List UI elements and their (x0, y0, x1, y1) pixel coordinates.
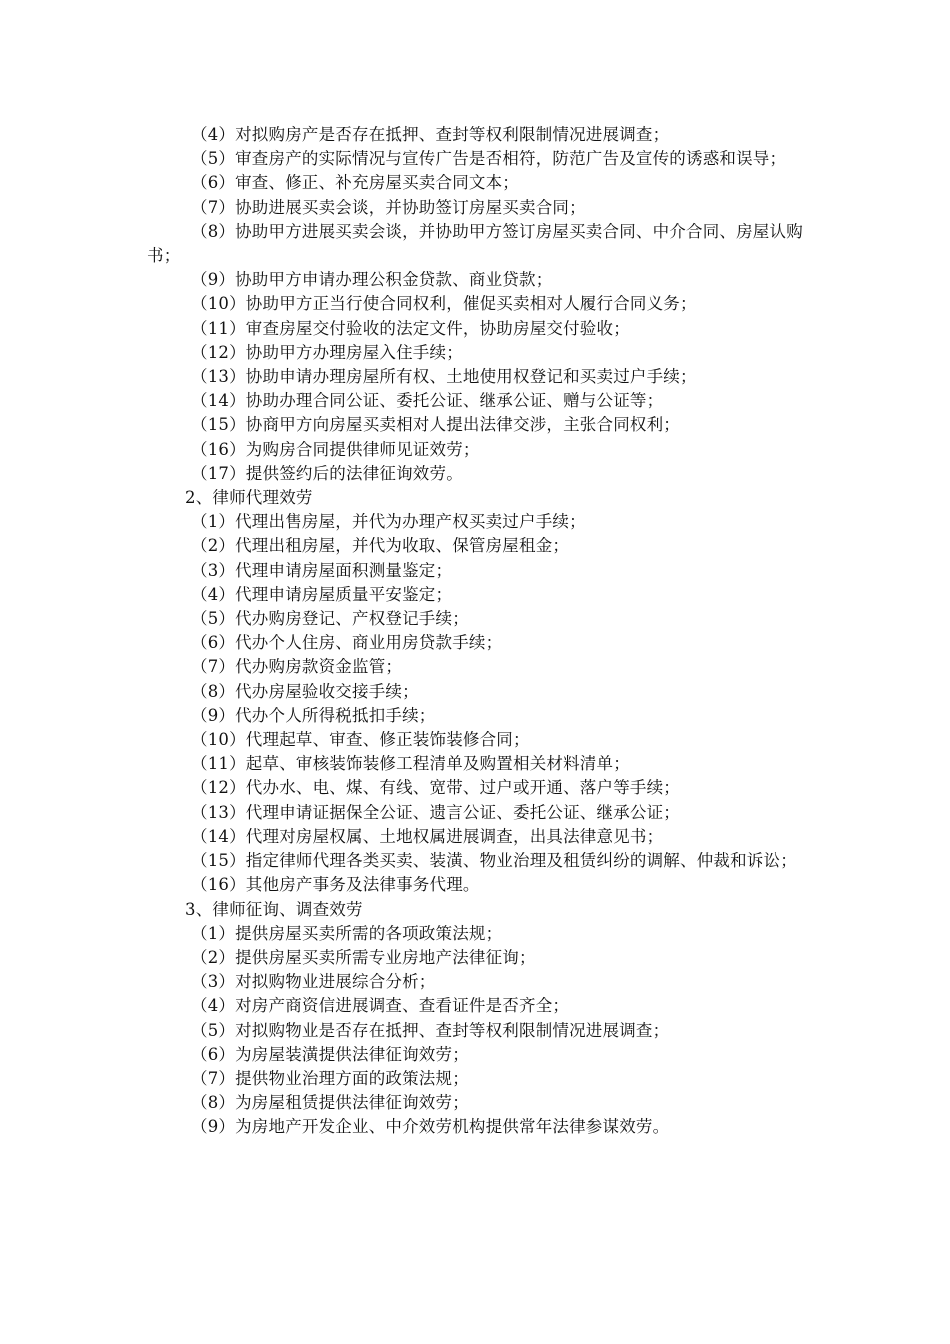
list-item: （4）代理申请房屋质量平安鉴定； (191, 584, 453, 604)
list-item: （6）审查、修正、补充房屋买卖合同文本； (191, 173, 519, 193)
list-item: （11）审查房屋交付验收的法定文件，协助房屋交付验收； (191, 318, 630, 338)
section-heading: 2、律师代理效劳 (185, 488, 313, 508)
list-item: （4）对房产商资信进展调查、查看证件是否齐全； (191, 996, 570, 1016)
list-item: （4）对拟购房产是否存在抵押、查封等权利限制情况进展调查； (191, 125, 670, 144)
list-item: （17）提供签约后的法律征询效劳。 (191, 463, 463, 483)
list-item: （8）为房屋租赁提供法律征询效劳； (191, 1093, 469, 1113)
list-item: （1）代理出售房屋，并代为办理产权买卖过户手续； (191, 512, 586, 532)
list-item: （15）协商甲方向房屋买卖相对人提出法律交涉，主张合同权利； (191, 415, 680, 435)
list-item: （9）为房地产开发企业、中介效劳机构提供常年法律参谋效劳。 (191, 1117, 670, 1137)
list-item: （8）代办房屋验收交接手续； (191, 681, 419, 701)
list-item: （13）代理申请证据保全公证、遗言公证、委托公证、继承公证； (191, 802, 680, 822)
list-item: （13）协助申请办理房屋所有权、土地使用权登记和买卖过户手续； (191, 367, 697, 387)
list-item: （7）提供物业治理方面的政策法规； (191, 1068, 469, 1088)
list-item: （9）协助甲方申请办理公积金贷款、商业贷款； (191, 270, 553, 290)
list-item: （12）代办水、电、煤、有线、宽带、过户或开通、落户等手续； (191, 778, 680, 798)
list-item: （16）为购房合同提供律师见证效劳； (191, 439, 480, 459)
list-item: （6）为房屋装潢提供法律征询效劳； (191, 1044, 469, 1064)
list-item: （3）代理申请房屋面积测量鉴定； (191, 560, 453, 580)
list-item: （3）对拟购物业进展综合分析； (191, 972, 436, 992)
list-item: （16）其他房产事务及法律事务代理。 (191, 875, 480, 895)
list-item: （11）起草、审核装饰装修工程清单及购置相关材料清单； (191, 754, 630, 774)
list-item: （10）协助甲方正当行使合同权利，催促买卖相对人履行合同义务； (191, 294, 697, 314)
list-item: （2）代理出租房屋，并代为收取、保管房屋租金； (191, 536, 570, 556)
list-item: （5）审查房产的实际情况与宣传广告是否相符，防范广告及宣传的诱惑和误导； (191, 149, 787, 169)
list-item: （9）代办个人所得税抵扣手续； (191, 705, 436, 725)
list-item: （12）协助甲方办理房屋入住手续； (191, 342, 463, 362)
document-body (147, 123, 807, 1140)
list-item: （10）代理起草、审查、修正装饰装修合同； (191, 730, 530, 750)
list-item: （15）指定律师代理各类买卖、装潢、物业治理及租赁纠纷的调解、仲裁和诉讼； (191, 851, 797, 871)
list-item: （6）代办个人住房、商业用房贷款手续； (191, 633, 503, 653)
list-item: （2）提供房屋买卖所需专业房地产法律征询； (191, 947, 536, 967)
list-item: （14）代理对房屋权属、土地权属进展调查，出具法律意见书； (191, 826, 664, 846)
list-item: （5）对拟购物业是否存在抵押、查封等权利限制情况进展调查； (191, 1020, 670, 1040)
list-item: （7）协助进展买卖会谈，并协助签订房屋买卖合同； (191, 197, 586, 217)
list-item: （14）协助办理合同公证、委托公证、继承公证、赠与公证等； (191, 391, 664, 411)
section-heading: 3、律师征询、调查效劳 (185, 899, 363, 919)
list-item: （7）代办购房款资金监管； (191, 657, 403, 677)
list-item: （8）协助甲方进展买卖会谈，并协助甲方签订房屋买卖合同、中介合同、房屋认购书； (147, 221, 803, 266)
list-item: （1）提供房屋买卖所需的各项政策法规； (191, 923, 503, 943)
list-item: （5）代办购房登记、产权登记手续； (191, 609, 469, 629)
